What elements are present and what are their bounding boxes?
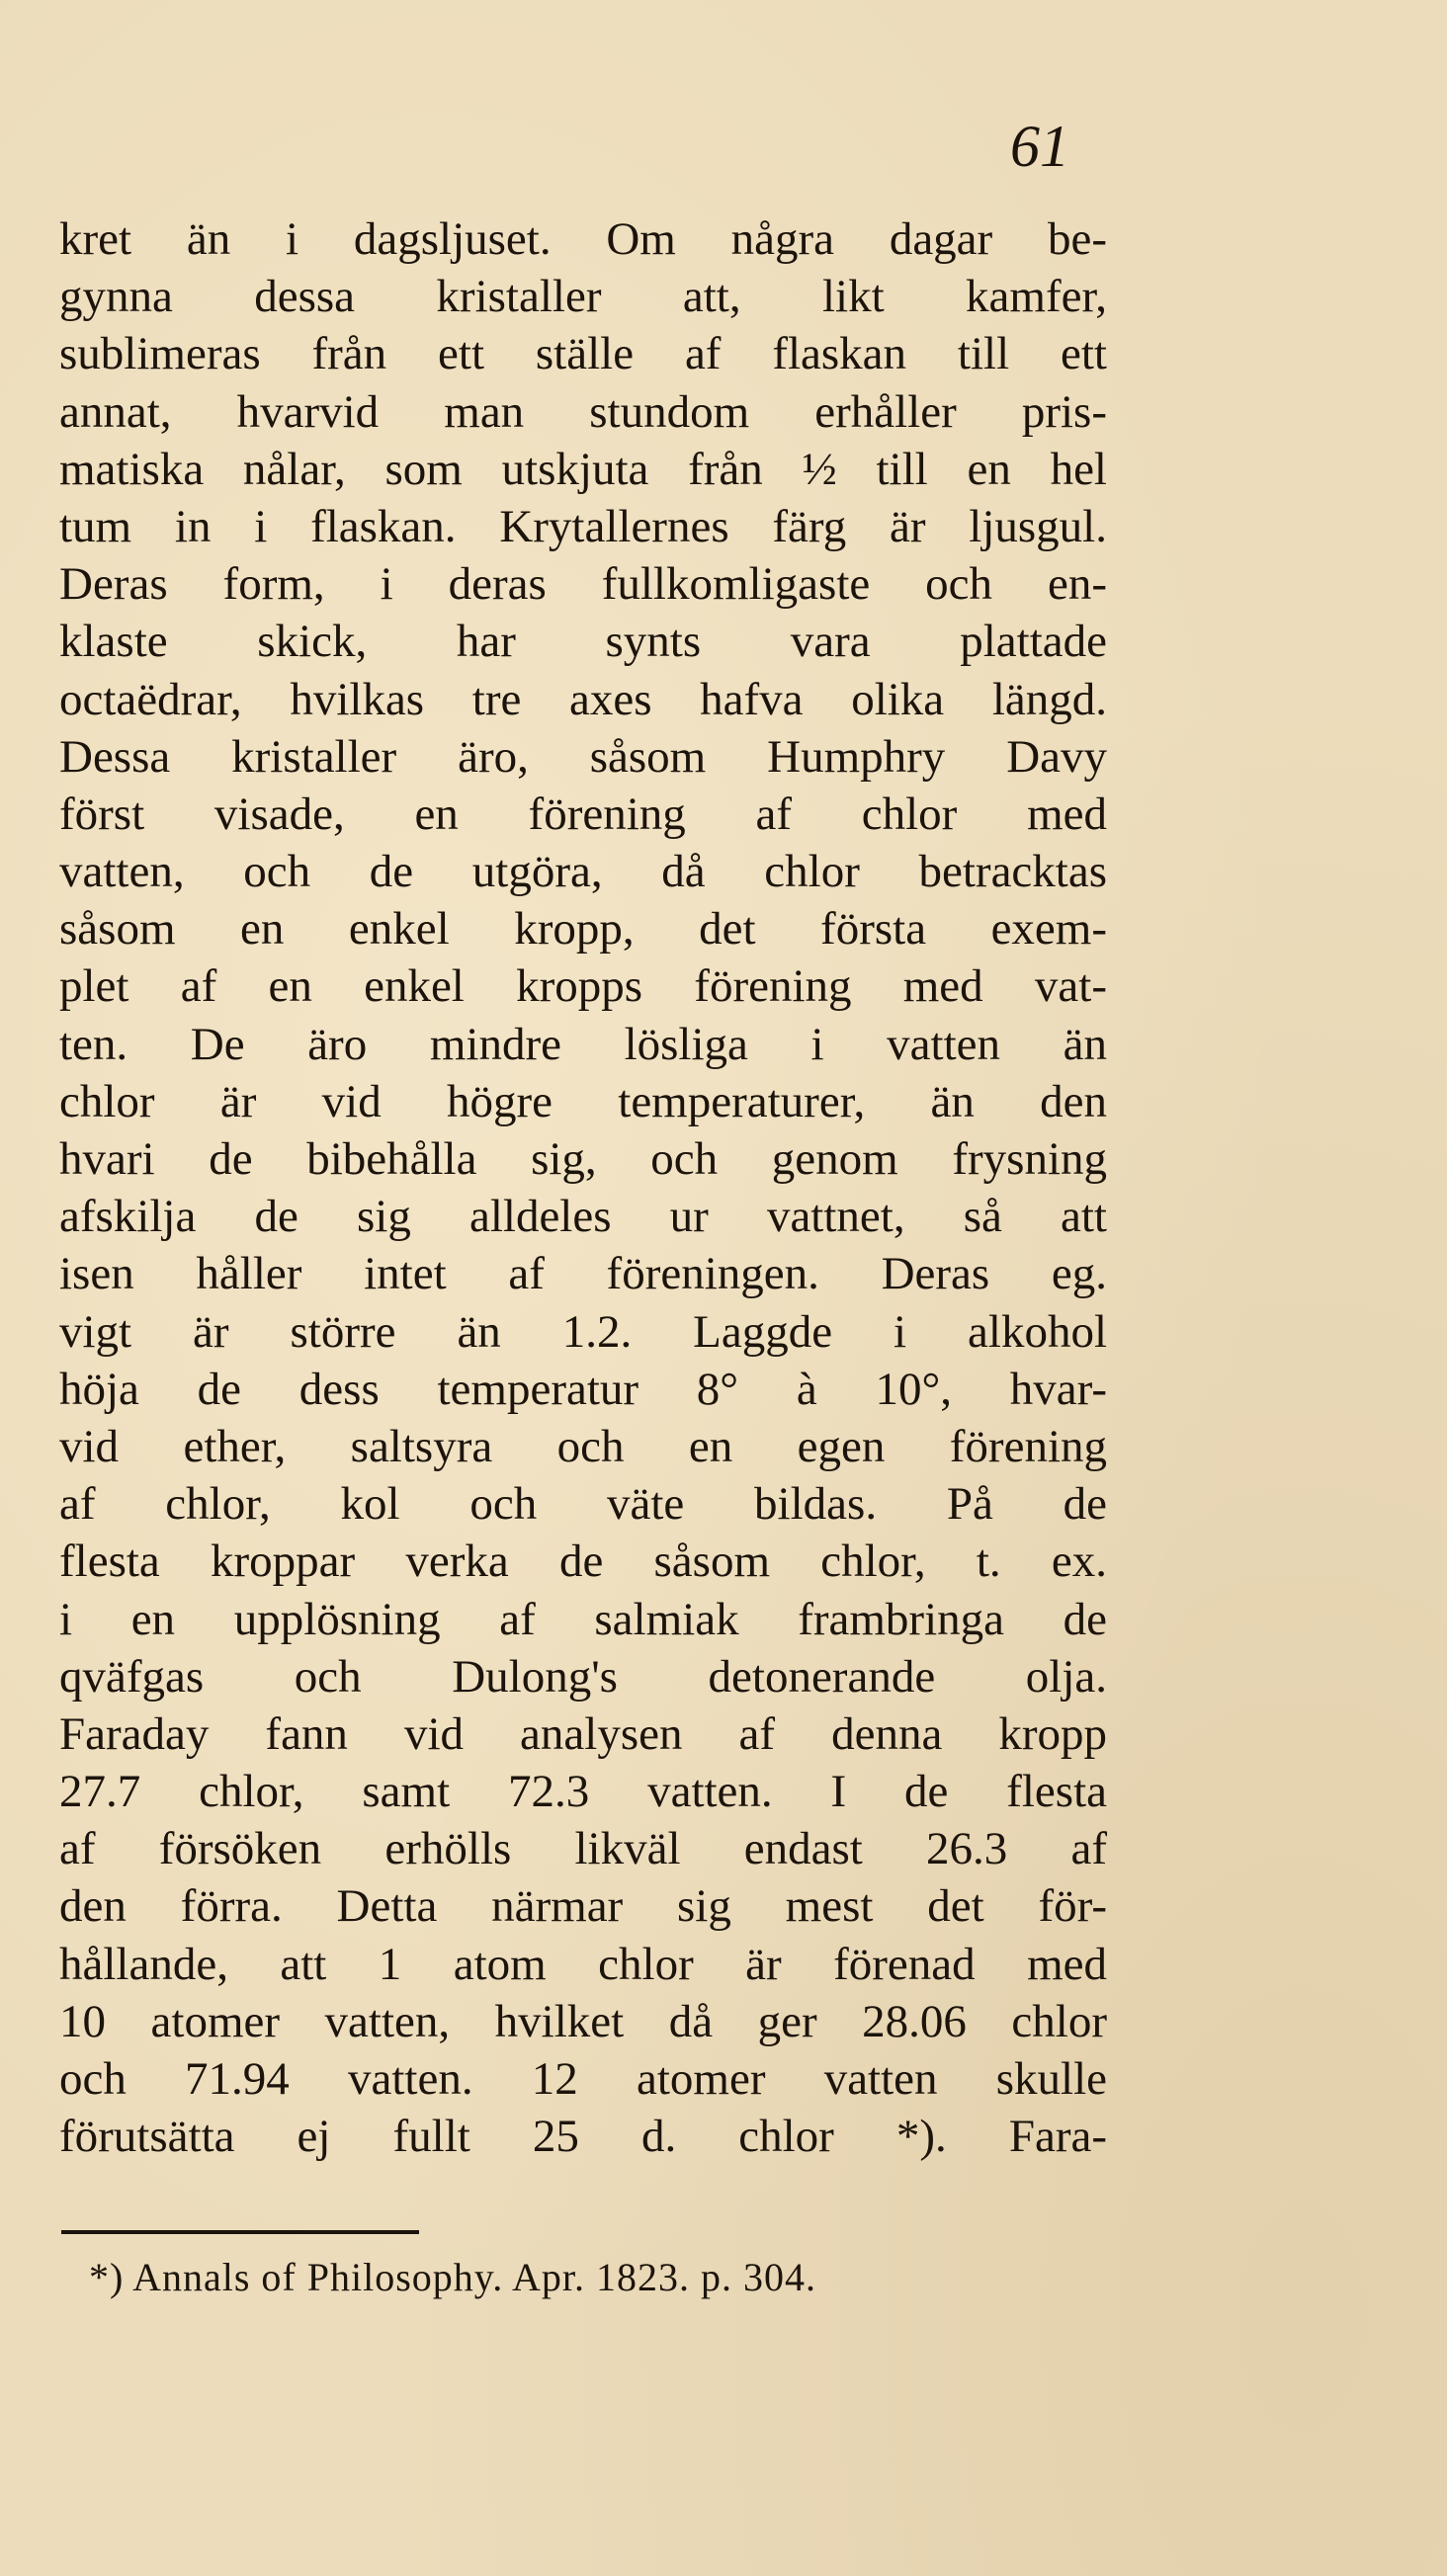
text-line: höja de dess temperatur 8° à 10°, hvar- bbox=[59, 1363, 1107, 1415]
text-line: Deras form, i deras fullkomligaste och en- bbox=[59, 558, 1107, 611]
text-line: vatten, och de utgöra, då chlor betracktas bbox=[59, 846, 1107, 898]
text-line: förutsätta ej fullt 25 d. chlor *). Fara- bbox=[59, 2111, 1107, 2163]
page-number: 61 bbox=[1010, 114, 1069, 179]
text-line: plet af en enkel kropps förening med vat- bbox=[59, 960, 1107, 1013]
text-line: vid ether, saltsyra och en egen förening bbox=[59, 1420, 1107, 1472]
body-text bbox=[59, 210, 1107, 2165]
text-line: Dessa kristaller äro, såsom Humphry Davy bbox=[59, 730, 1107, 783]
text-line: 27.7 chlor, samt 72.3 vatten. I de flesta bbox=[59, 1766, 1107, 1818]
text-line: qväfgas och Dulong's detonerande olja. bbox=[59, 1650, 1107, 1703]
text-line: vigt är större än 1.2. Laggde i alkohol bbox=[59, 1305, 1107, 1358]
text-line: kret än i dagsljuset. Om några dagar be- bbox=[59, 213, 1107, 265]
text-line: isen håller intet af föreningen. Deras eg. bbox=[59, 1248, 1107, 1300]
text-line: Faraday fann vid analysen af denna kropp bbox=[59, 1707, 1107, 1760]
text-line: såsom en enkel kropp, det första exem- bbox=[59, 903, 1107, 956]
text-line: af chlor, kol och väte bildas. På de bbox=[59, 1478, 1107, 1531]
footnote: *) Annals of Philosophy. Apr. 1823. p. 304. bbox=[89, 2255, 816, 2299]
text-line: af försöken erhölls likväl endast 26.3 af bbox=[59, 1823, 1107, 1875]
text-line: matiska nålar, som utskjuta från ½ till en hel bbox=[59, 443, 1107, 495]
text-line: flesta kroppar verka de såsom chlor, t. ex. bbox=[59, 1536, 1107, 1588]
text-line: afskilja de sig alldeles ur vattnet, så att bbox=[59, 1191, 1107, 1243]
text-line: tum in i flaskan. Krytallernes färg är ljusgul. bbox=[59, 500, 1107, 552]
text-line: i en upplösning af salmiak frambringa de bbox=[59, 1593, 1107, 1645]
text-line: först visade, en förening af chlor med bbox=[59, 788, 1107, 840]
footnote-rule bbox=[61, 2230, 419, 2234]
text-line: den förra. Detta närmar sig mest det för- bbox=[59, 1880, 1107, 1933]
text-line: hållande, att 1 atom chlor är förenad med bbox=[59, 1938, 1107, 1990]
text-line: chlor är vid högre temperaturer, än den bbox=[59, 1075, 1107, 1127]
text-line: gynna dessa kristaller att, likt kamfer, bbox=[59, 271, 1107, 323]
text-line: klaste skick, har synts vara plattade bbox=[59, 616, 1107, 668]
text-line: hvari de bibehålla sig, och genom frysning bbox=[59, 1133, 1107, 1185]
text-line: 10 atomer vatten, hvilket då ger 28.06 chlor bbox=[59, 1995, 1107, 2047]
text-line: ten. De äro mindre lösliga i vatten än bbox=[59, 1018, 1107, 1070]
text-line: octaëdrar, hvilkas tre axes hafva olika längd. bbox=[59, 673, 1107, 725]
text-line: annat, hvarvid man stundom erhåller pris- bbox=[59, 385, 1107, 438]
text-line: och 71.94 vatten. 12 atomer vatten skulle bbox=[59, 2053, 1107, 2105]
text-line: sublimeras från ett ställe af flaskan till ett bbox=[59, 328, 1107, 380]
